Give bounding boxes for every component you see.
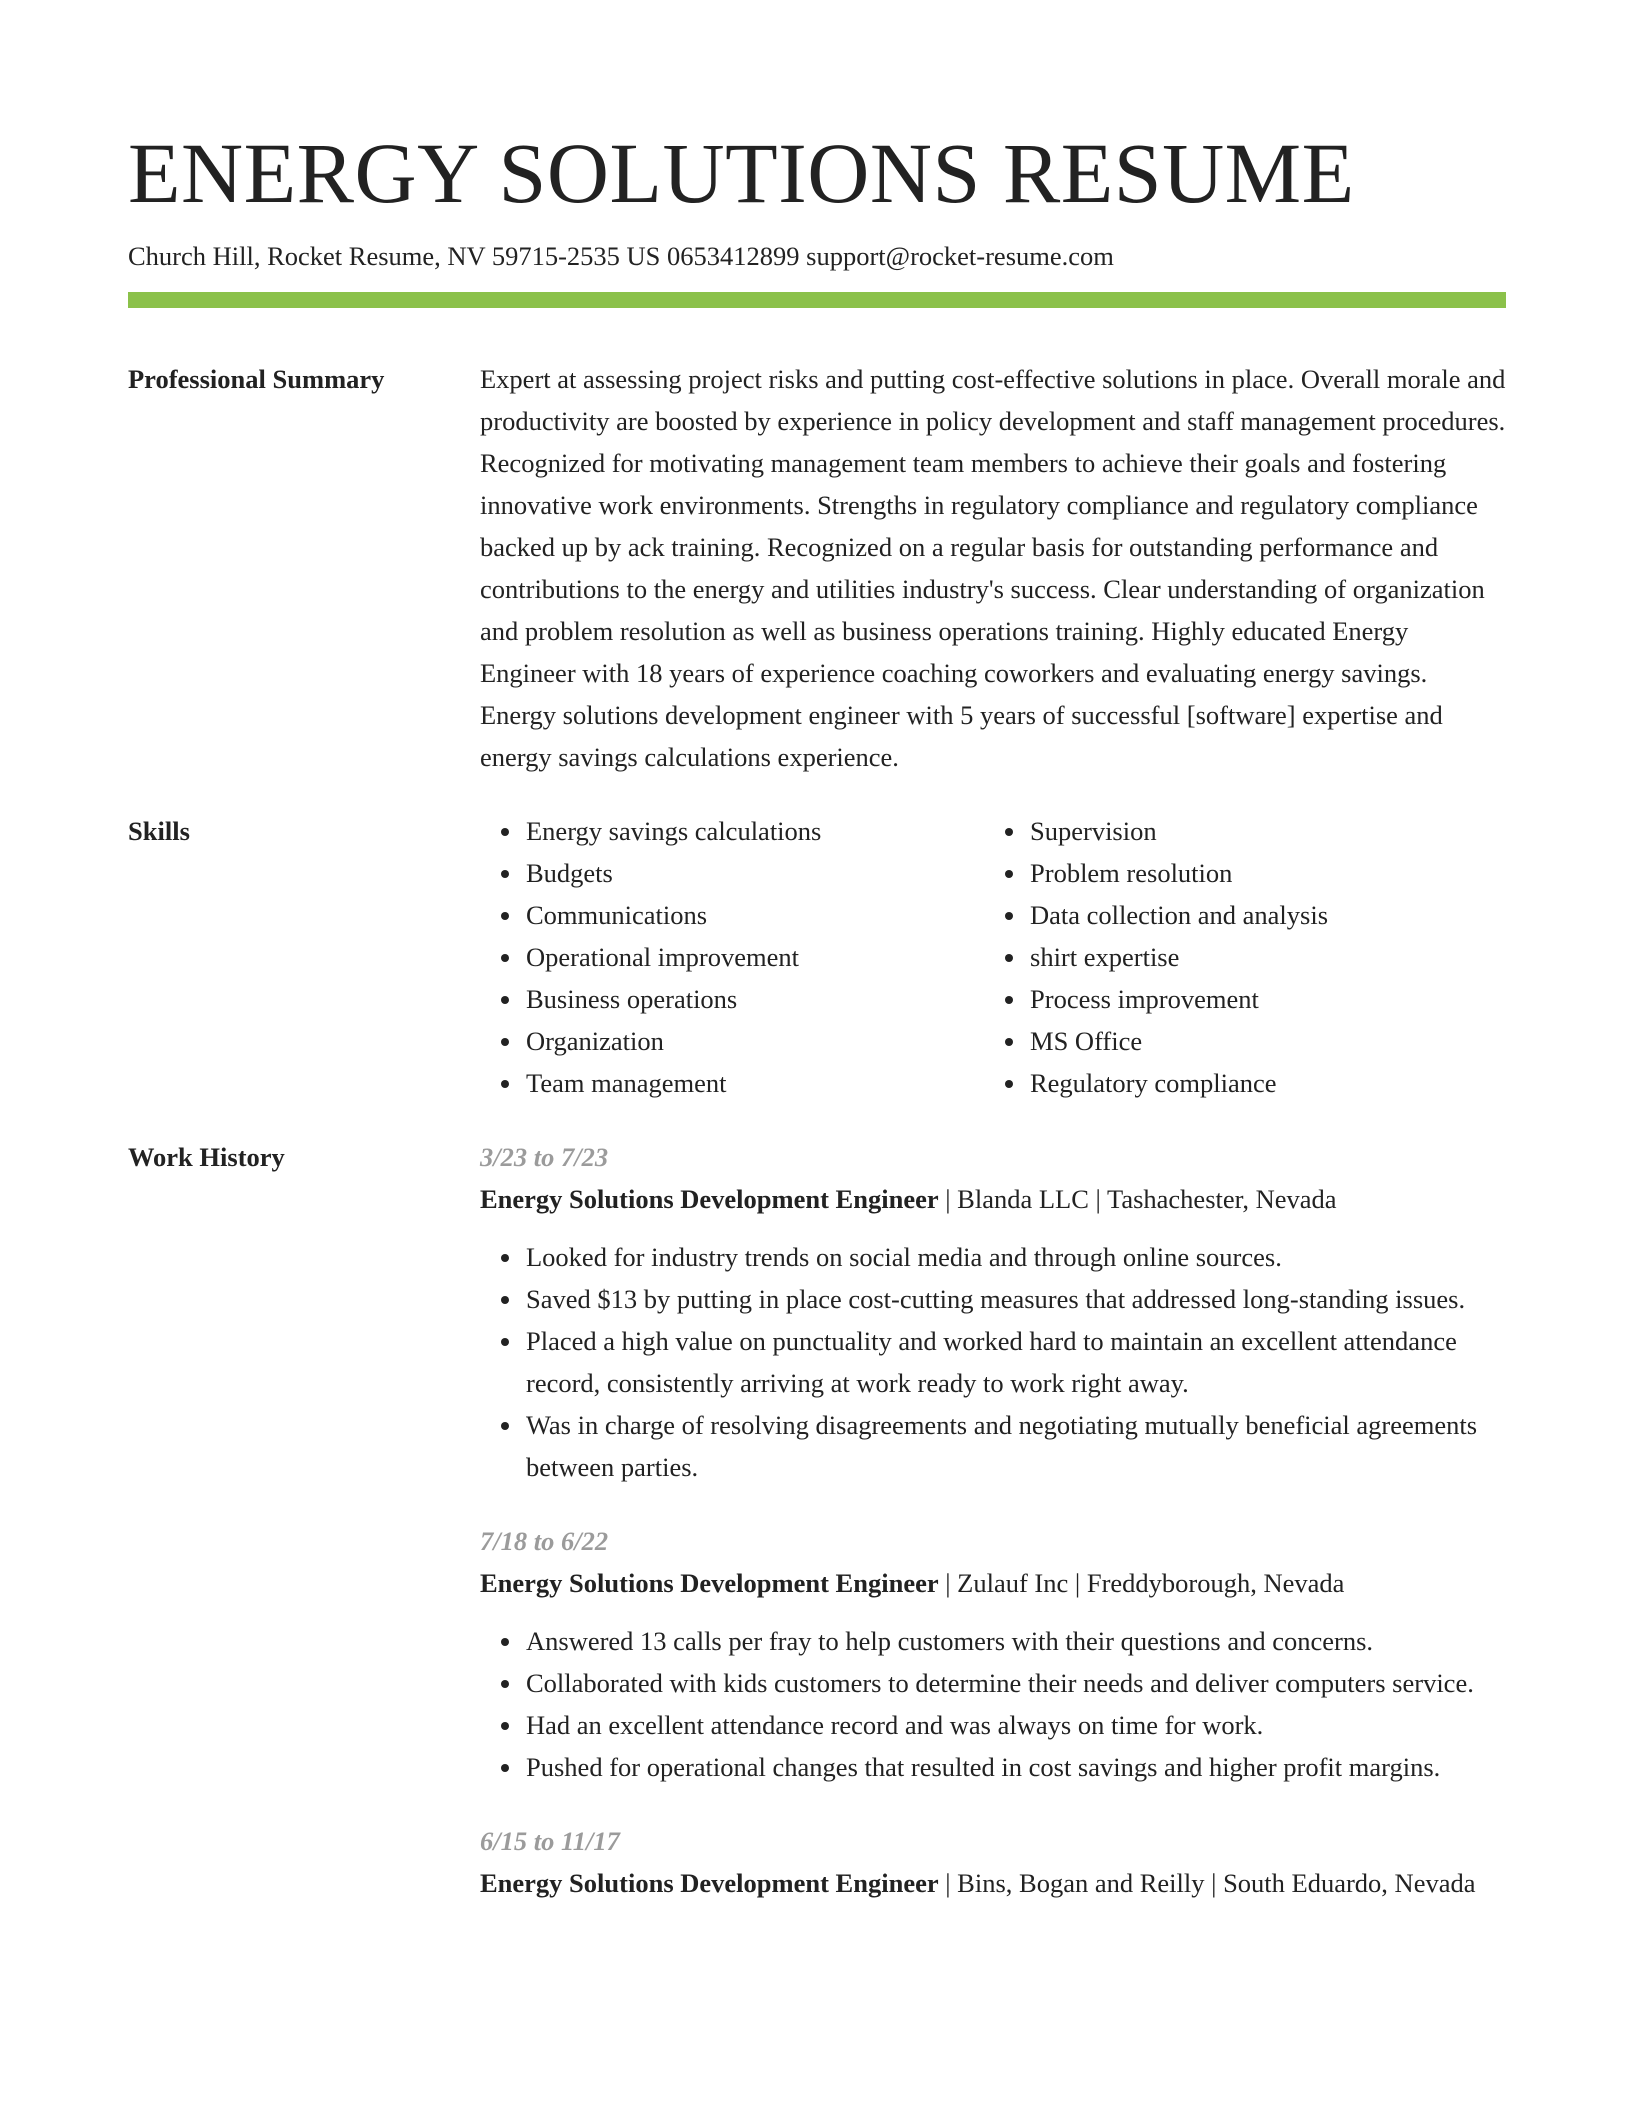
job-location: | Freddyborough, Nevada bbox=[1068, 1568, 1344, 1598]
contact-line bbox=[128, 238, 1506, 274]
job-entry bbox=[480, 1136, 1506, 1488]
job-bullets bbox=[480, 1236, 1506, 1488]
job-bullet: • Pushed for operational changes that resulted in cost savings and higher profit margins. bbox=[524, 1746, 1506, 1788]
job-title: Energy Solutions Development Engineer bbox=[480, 1184, 939, 1214]
header-divider bbox=[128, 292, 1506, 308]
job-bullet: • Was in charge of resolving disagreements and negotiating mutually beneficial agreements between parties. bbox=[524, 1404, 1506, 1488]
job-entry bbox=[480, 1520, 1506, 1788]
skills-grid bbox=[480, 810, 1506, 1104]
job-bullets bbox=[480, 1620, 1506, 1788]
section-label-summary: Professional Summary bbox=[128, 364, 385, 394]
job-entry bbox=[480, 1820, 1506, 1904]
contact-address: Church Hill, Rocket Resume, NV 59715-2535 US bbox=[128, 241, 661, 271]
job-heading bbox=[480, 1862, 1506, 1904]
skills-column-right bbox=[984, 810, 1488, 1104]
professional-summary-section bbox=[128, 358, 1506, 778]
job-bullet: • Had an excellent attendance record and was always on time for work. bbox=[524, 1704, 1506, 1746]
skill-item: • Organization bbox=[524, 1020, 984, 1062]
job-heading bbox=[480, 1178, 1506, 1220]
skills-section bbox=[128, 810, 1506, 1104]
skill-item: • Data collection and analysis bbox=[1028, 894, 1488, 936]
skill-item: • Regulatory compliance bbox=[1028, 1062, 1488, 1104]
summary-text: Expert at assessing project risks and putting cost-effective solutions in place. Overall morale and productivity are boosted by experience in policy development and staff management procedures. Recognized for motivating management team members to achieve their goals and fostering innovative work environments. Strengths in regulatory compliance and regulatory compliance backed up by ack training. Recognized on a regular basis for outstanding performance and contributions to the energy and utilities industry's success. Clear understanding of organization and problem resolution as well as business operations training. Highly educated Energy Engineer with 18 years of experience coaching coworkers and evaluating energy savings. Energy solutions development engineer with 5 years of successful [software] expertise and energy savings calculations experience. bbox=[480, 364, 1506, 772]
resume-page bbox=[128, 118, 1506, 1936]
work-history-list bbox=[480, 1136, 1506, 1936]
skill-item: • Communications bbox=[524, 894, 984, 936]
job-location: | South Eduardo, Nevada bbox=[1205, 1868, 1476, 1898]
skills-column-left bbox=[480, 810, 984, 1104]
skill-item: • Energy savings calculations bbox=[524, 810, 984, 852]
skill-item: • Supervision bbox=[1028, 810, 1488, 852]
job-location: | Tashachester, Nevada bbox=[1089, 1184, 1337, 1214]
job-company: | Bins, Bogan and Reilly bbox=[939, 1868, 1205, 1898]
job-bullet: • Saved $13 by putting in place cost-cutting measures that addressed long-standing issues. bbox=[524, 1278, 1506, 1320]
job-title: Energy Solutions Development Engineer bbox=[480, 1568, 939, 1598]
job-bullet: • Collaborated with kids customers to determine their needs and deliver computers service. bbox=[524, 1662, 1506, 1704]
skill-item: • Operational improvement bbox=[524, 936, 984, 978]
job-date: 6/15 to 11/17 bbox=[480, 1826, 620, 1856]
skill-item: • Team management bbox=[524, 1062, 984, 1104]
job-date: 7/18 to 6/22 bbox=[480, 1526, 609, 1556]
job-date: 3/23 to 7/23 bbox=[480, 1142, 609, 1172]
job-heading bbox=[480, 1562, 1506, 1604]
skill-item: • Problem resolution bbox=[1028, 852, 1488, 894]
skill-item: • Budgets bbox=[524, 852, 984, 894]
skill-item: • Business operations bbox=[524, 978, 984, 1020]
job-title: Energy Solutions Development Engineer bbox=[480, 1868, 939, 1898]
contact-email[interactable]: support@rocket-resume.com bbox=[806, 241, 1114, 271]
skill-item: • shirt expertise bbox=[1028, 936, 1488, 978]
contact-phone: 0653412899 bbox=[667, 241, 800, 271]
skill-item: • MS Office bbox=[1028, 1020, 1488, 1062]
job-bullet: • Placed a high value on punctuality and worked hard to maintain an excellent attendance record, consistently arriving at work ready to work right away. bbox=[524, 1320, 1506, 1404]
job-bullet: • Answered 13 calls per fray to help customers with their questions and concerns. bbox=[524, 1620, 1506, 1662]
job-bullet: • Looked for industry trends on social media and through online sources. bbox=[524, 1236, 1506, 1278]
resume-title: ENERGY SOLUTIONS RESUME bbox=[128, 125, 1355, 221]
section-label-skills: Skills bbox=[128, 816, 190, 846]
section-label-work: Work History bbox=[128, 1142, 285, 1172]
work-history-section bbox=[128, 1136, 1506, 1936]
job-company: | Blanda LLC bbox=[939, 1184, 1089, 1214]
job-company: | Zulauf Inc bbox=[939, 1568, 1069, 1598]
skill-item: • Process improvement bbox=[1028, 978, 1488, 1020]
